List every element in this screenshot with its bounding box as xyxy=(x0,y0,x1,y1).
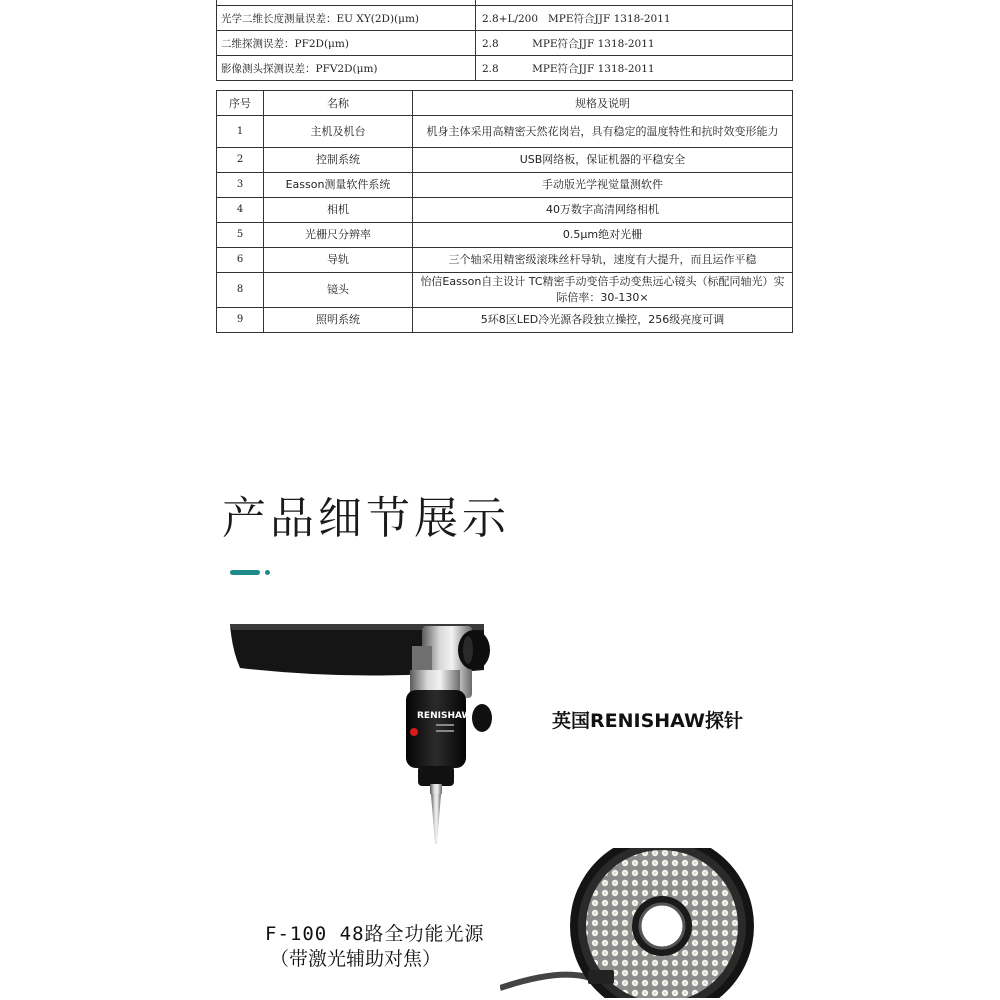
probe-brand-label: RENISHAW xyxy=(417,711,472,721)
row-spec: 5环8区LED冷光源各段独立操控，256级亮度可调 xyxy=(413,308,793,333)
row-name: 控制系统 xyxy=(264,148,413,173)
row-spec: 怡信Easson自主设计 TC精密手动变倍手动变焦远心镜头（标配同轴光）实际倍率：30-130× xyxy=(413,273,793,308)
section-title: 产品细节展示 xyxy=(222,493,510,544)
row-name: 镜头 xyxy=(264,273,413,308)
row-spec: USB网络板，保证机器的平稳安全 xyxy=(413,148,793,173)
title-accent-line xyxy=(230,570,260,575)
light-caption-title: F-100 48路全功能光源 xyxy=(265,923,485,945)
row-name: 照明系统 xyxy=(264,308,413,333)
row-num: 9 xyxy=(217,308,264,333)
status-led-icon xyxy=(410,728,418,736)
row-num: 6 xyxy=(217,248,264,273)
spec-label: 光学二维长度测量误差：EU XY(2D)(μm) xyxy=(217,6,476,31)
row-num: 8 xyxy=(217,273,264,308)
spec-label: 二维探测误差：PF2D(μm) xyxy=(217,31,476,56)
table-row xyxy=(217,148,793,173)
header-num: 序号 xyxy=(217,91,264,116)
row-name: 主机及机台 xyxy=(264,116,413,148)
spec-label: 影像测头探测误差：PFV2D(μm) xyxy=(217,56,476,81)
spec-row xyxy=(217,31,793,56)
table-row xyxy=(217,116,793,148)
table-row xyxy=(217,273,793,308)
ring-light-icon xyxy=(500,848,800,998)
row-spec: 0.5μm绝对光栅 xyxy=(413,223,793,248)
row-spec: 40万数字高清网络相机 xyxy=(413,198,793,223)
row-spec: 手动版光学视觉量测软件 xyxy=(413,173,793,198)
row-name: Easson测量软件系统 xyxy=(264,173,413,198)
header-name: 名称 xyxy=(264,91,413,116)
row-num: 5 xyxy=(217,223,264,248)
row-name: 相机 xyxy=(264,198,413,223)
spec-table xyxy=(216,0,793,81)
light-caption-subtitle: （带激光辅助对焦） xyxy=(270,948,442,970)
table-row xyxy=(217,248,793,273)
row-num: 2 xyxy=(217,148,264,173)
spec-row xyxy=(217,56,793,81)
header-spec: 规格及说明 xyxy=(413,91,793,116)
table-row xyxy=(217,308,793,333)
row-num: 1 xyxy=(217,116,264,148)
spec-value: 2.8+L/200 MPE符合JJF 1318-2011 xyxy=(476,6,793,31)
row-name: 光栅尺分辨率 xyxy=(264,223,413,248)
title-accent-dot xyxy=(265,570,270,575)
config-table xyxy=(216,90,793,333)
row-num: 3 xyxy=(217,173,264,198)
probe-caption: 英国RENISHAW探针 xyxy=(552,710,743,732)
probe-icon xyxy=(222,610,497,855)
row-spec: 三个轴采用精密级滚珠丝杆导轨，速度有大提升，而且运作平稳 xyxy=(413,248,793,273)
row-num: 4 xyxy=(217,198,264,223)
table-header-row xyxy=(217,91,793,116)
row-spec: 机身主体采用高精密天然花岗岩，具有稳定的温度特性和抗时效变形能力 xyxy=(413,116,793,148)
row-name: 导轨 xyxy=(264,248,413,273)
table-row xyxy=(217,198,793,223)
spec-value: 2.8 MPE符合JJF 1318-2011 xyxy=(476,31,793,56)
spec-row xyxy=(217,6,793,31)
spec-value: 2.8 MPE符合JJF 1318-2011 xyxy=(476,56,793,81)
table-row xyxy=(217,223,793,248)
table-row xyxy=(217,173,793,198)
